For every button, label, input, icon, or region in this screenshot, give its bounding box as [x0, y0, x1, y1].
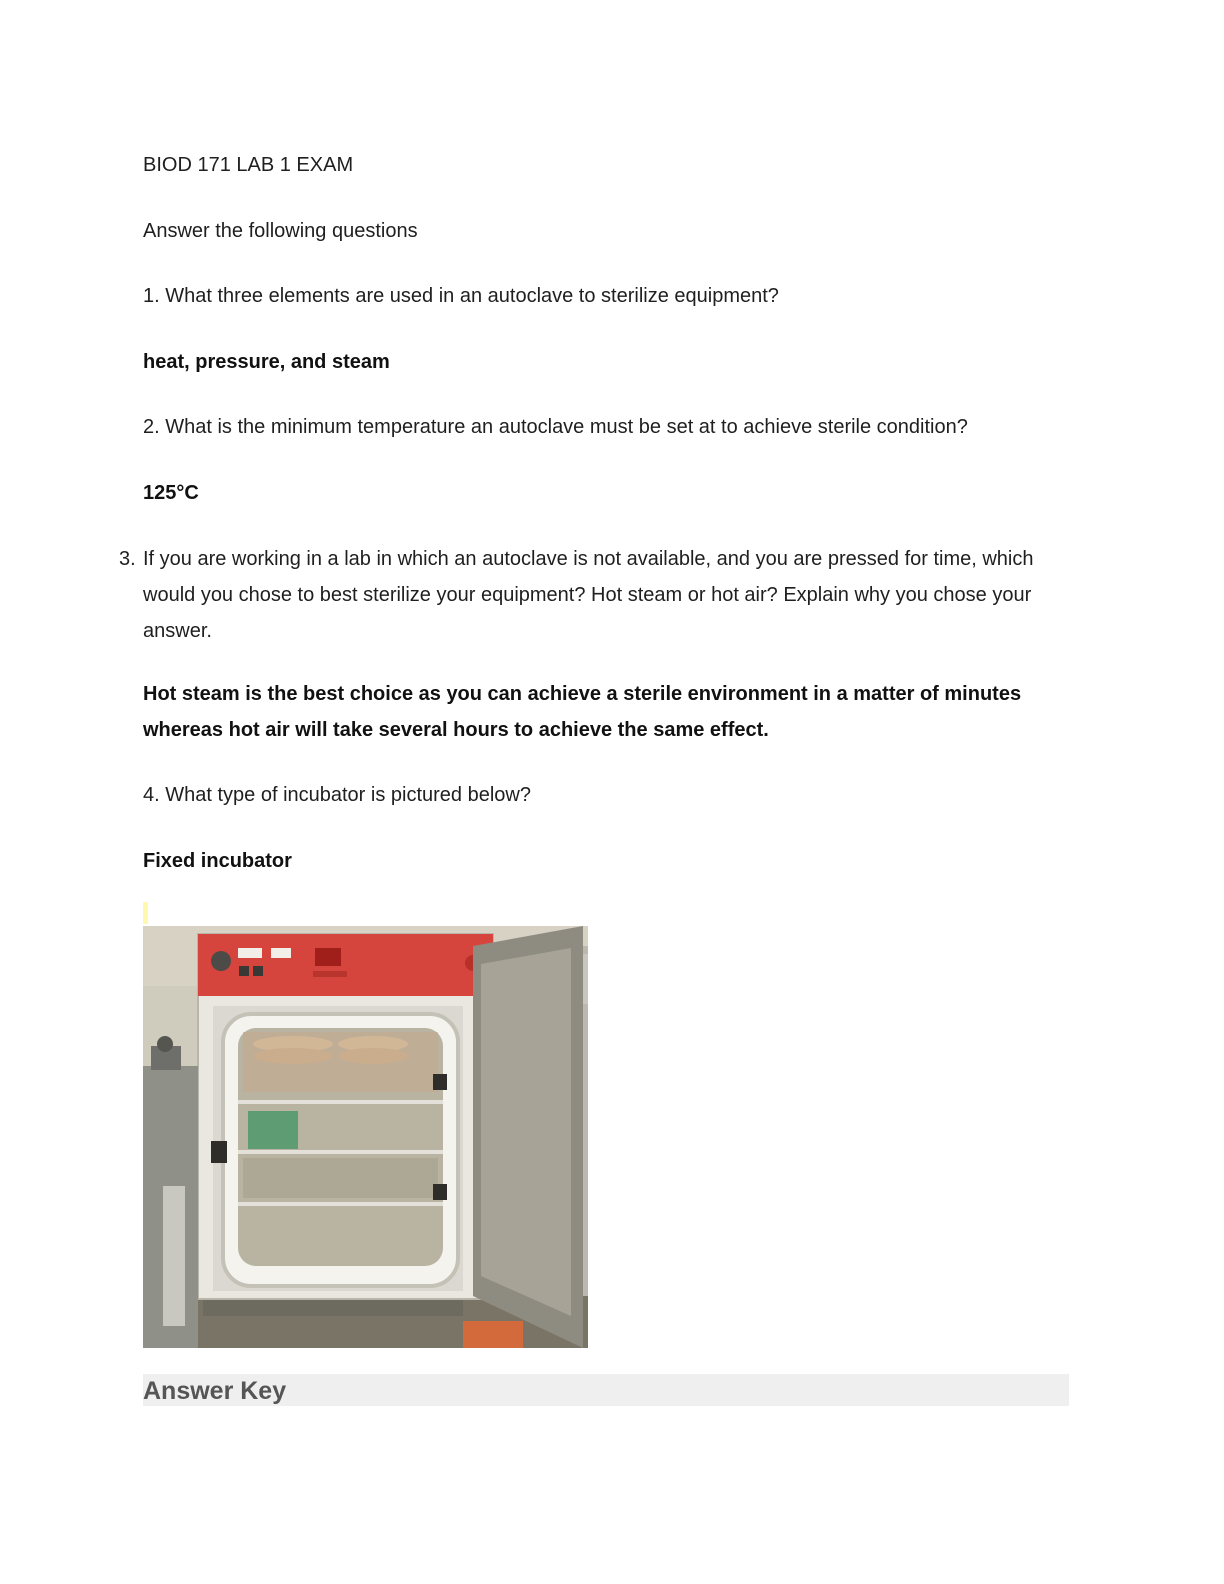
answer-key-heading: Answer Key [143, 1377, 287, 1405]
answer-key-bar [143, 1374, 1069, 1406]
answer-1: heat, pressure, and steam [143, 351, 390, 373]
answer-4: Fixed incubator [143, 850, 292, 872]
answer-3: Hot steam is the best choice as you can achieve a sterile environment in a matter of minutes whereas hot air will take several hours to achieve the same effect. [143, 683, 1022, 741]
question-3-block [119, 541, 1073, 649]
question-2: 2. What is the minimum temperature an autoclave must be set at to achieve sterile condition? [143, 416, 968, 438]
incubator-photo [143, 926, 588, 1348]
question-3-number: 3. [119, 548, 136, 570]
highlight-mark [143, 902, 148, 924]
question-4: 4. What type of incubator is pictured below? [143, 784, 531, 806]
document-title: BIOD 171 LAB 1 EXAM [143, 154, 354, 176]
instructions: Answer the following questions [143, 220, 418, 242]
question-3: If you are working in a lab in which an autoclave is not available, and you are pressed for time, which would you chose to best sterilize your equipment? Hot steam or hot air? Explain why you chose your answer. [143, 548, 1034, 642]
question-1: 1. What three elements are used in an autoclave to sterilize equipment? [143, 285, 779, 307]
answer-2: 125°C [143, 482, 199, 504]
